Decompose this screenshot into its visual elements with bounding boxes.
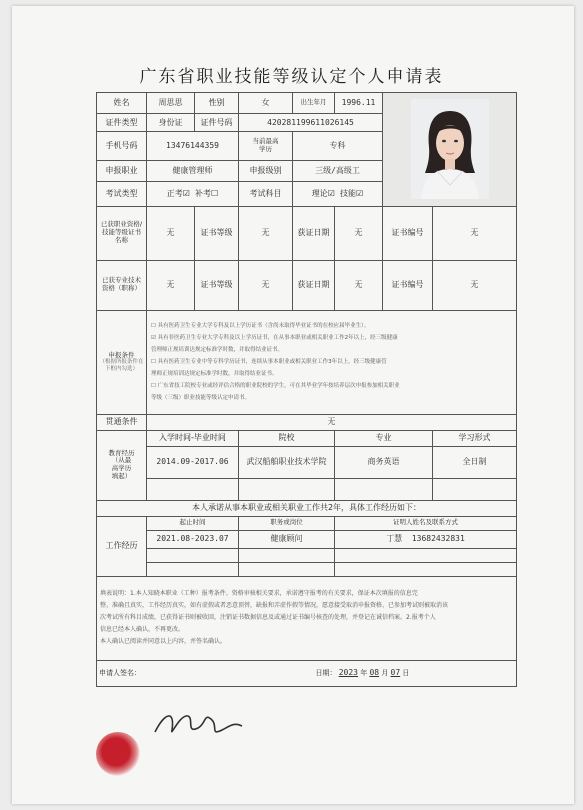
work-header-position: 职务或岗位 — [239, 516, 335, 530]
title-date-value: 无 — [335, 260, 383, 310]
qualification-cert-label: 证书编号 — [383, 206, 433, 260]
id-type-value: 身份证 — [147, 113, 195, 132]
work-label: 工作经历 — [97, 516, 147, 576]
work-row — [97, 530, 517, 548]
education-label: 教育经历 （从最 高学历 填起） — [97, 430, 147, 500]
birth-label: 出生年月 — [293, 93, 335, 114]
skill-checkbox[interactable]: ☑ — [356, 188, 364, 198]
level-label: 申报级别 — [239, 161, 293, 182]
exam-type-options: 正考☑ 补考☐ — [147, 181, 239, 206]
edu-period: 2014.09-2017.06 — [147, 446, 239, 478]
date-day: 07 — [390, 668, 401, 678]
row-qualification — [97, 206, 517, 260]
qualification-date-value: 无 — [335, 206, 383, 260]
phone-label: 手机号码 — [97, 132, 147, 161]
id-type-label: 证件类型 — [97, 113, 147, 132]
edu-mode: 全日制 — [433, 446, 517, 478]
declaration-text: 填表说明：1.本人知晓本职业（工种）报考条件、资格审核相关要求，承诺遵守报考的有关要求，保证本次填报的信息完 整、准确且真实，工作经历真实，如有虚假或者恶意顶替，缺报和弄虚作假等情况，愿意接受取消申报资格、已参加考试则被取消该 次考试所有科目成绩，已获得证书则被收回，注销证书数据信息及或通过证书编号核查的处理，并登记在诚信档案。2.报考个人 信息已经本人确认，不再更改。 本人确认已阅读并同意以上内容，并签名确认。 — [97, 576, 517, 660]
title-cert-value: 无 — [433, 260, 517, 310]
title-grade-value: 无 — [239, 260, 293, 310]
level-value: 三级/高级工 — [293, 161, 383, 182]
phone-value: 13476144359 — [147, 132, 239, 161]
qualification-grade-value: 无 — [239, 206, 293, 260]
form-title: 广东省职业技能等级认定个人申请表 — [139, 67, 444, 87]
id-no-value: 420281199611026145 — [239, 113, 383, 132]
applicant-photo — [401, 93, 499, 203]
work-header-referee: 证明人姓名及联系方式 — [335, 516, 517, 530]
name-label: 姓名 — [97, 93, 147, 114]
qualification-grade-label: 证书等级 — [195, 206, 239, 260]
work-header-row — [97, 516, 517, 530]
gender-value: 女 — [239, 93, 293, 114]
gender-label: 性别 — [195, 93, 239, 114]
work-commitment: 本人承诺从事本职业或相关职业工作共2年，具体工作经历如下： — [97, 500, 517, 516]
job-label: 申报职业 — [97, 161, 147, 182]
row-conditions — [97, 310, 517, 414]
handwritten-signature — [150, 702, 250, 742]
work-referee: 丁慧 13682432831 — [335, 530, 517, 548]
birth-value: 1996.11 — [335, 93, 383, 114]
exam-makeup-checkbox[interactable]: ☐ — [211, 188, 219, 198]
work-period: 2021.08-2023.07 — [147, 530, 239, 548]
qualification-cert-value: 无 — [433, 206, 517, 260]
qualification-value: 无 — [147, 206, 195, 260]
exam-normal-checkbox[interactable]: ☑ — [182, 188, 190, 198]
education-header-row — [97, 430, 517, 446]
theory-checkbox[interactable]: ☑ — [327, 188, 335, 198]
date-label: 日期： — [315, 669, 337, 678]
education-row — [97, 446, 517, 478]
subject-options: 理论☑ 技能☑ — [293, 181, 383, 206]
commit-row — [97, 500, 517, 516]
name-value: 周思思 — [147, 93, 195, 114]
row-name — [97, 93, 517, 114]
signature-label: 申请人签名： — [99, 669, 141, 678]
row-professional-title — [97, 260, 517, 310]
education-level-value: 专科 — [293, 132, 383, 161]
edu-header-school: 院校 — [239, 430, 335, 446]
signature-row: 申请人签名： 日期： 2023 年 08 月 07 日 — [97, 660, 517, 686]
title-value: 无 — [147, 260, 195, 310]
edu-school: 武汉船舶职业技术学院 — [239, 446, 335, 478]
title-grade-label: 证书等级 — [195, 260, 239, 310]
job-value: 健康管理师 — [147, 161, 239, 182]
education-level-label: 当前最高 学历 — [239, 132, 293, 161]
education-empty-row — [97, 478, 517, 500]
qualification-date-label: 获证日期 — [293, 206, 335, 260]
declaration-row — [97, 576, 517, 660]
title-date-label: 获证日期 — [293, 260, 335, 310]
title-cert-label: 证书编号 — [383, 260, 433, 310]
row-through — [97, 414, 517, 430]
conditions-options[interactable]: ☐ 具有医药卫生专业大学专科及以上学历证书（含尚未取得毕业证书的在校应届毕业生）。 ☑ 具有非医药卫生专业大学专科及以上学历证书，在从事本职业或相关职业工作2年以上，经三级健康 管理师正规培训达规定标准学时数，并取得结业证书。 ☐ 具有医药卫生专业中等专科学历证书，连续从事本职业或相关职业工作3年以上，经三级健康管 理师正规培训达规定标准学时数，并取得结业证书。 ☐ 广东省技工院校专业或经评估合格的职业院校的学生，可在其毕业学年按培养层次申报参加相关职业 等级（三级）职业技能等级认定申请书。 — [147, 310, 517, 414]
red-fingerprint-seal — [96, 732, 140, 776]
exam-type-label: 考试类型 — [97, 181, 147, 206]
conditions-label: 申报条件 （根据所报条件在下框内勾选） — [97, 310, 147, 414]
date-month: 08 — [369, 668, 380, 678]
qualification-label: 已获职业资格/技能等级证书名称 — [97, 206, 147, 260]
edu-major: 商务英语 — [335, 446, 433, 478]
through-label: 贯通条件 — [97, 414, 147, 430]
through-value: 无 — [147, 414, 517, 430]
date-year: 2023 — [338, 668, 358, 678]
title-label: 已获专业技术资格（职称） — [97, 260, 147, 310]
id-no-label: 证件号码 — [195, 113, 239, 132]
edu-header-mode: 学习形式 — [433, 430, 517, 446]
edu-header-period: 入学时间-毕业时间 — [147, 430, 239, 446]
work-position: 健康顾问 — [239, 530, 335, 548]
photo-cell — [383, 93, 517, 207]
subject-label: 考试科目 — [239, 181, 293, 206]
application-form-table — [96, 92, 517, 687]
work-header-period: 起止时间 — [147, 516, 239, 530]
edu-header-major: 专业 — [335, 430, 433, 446]
